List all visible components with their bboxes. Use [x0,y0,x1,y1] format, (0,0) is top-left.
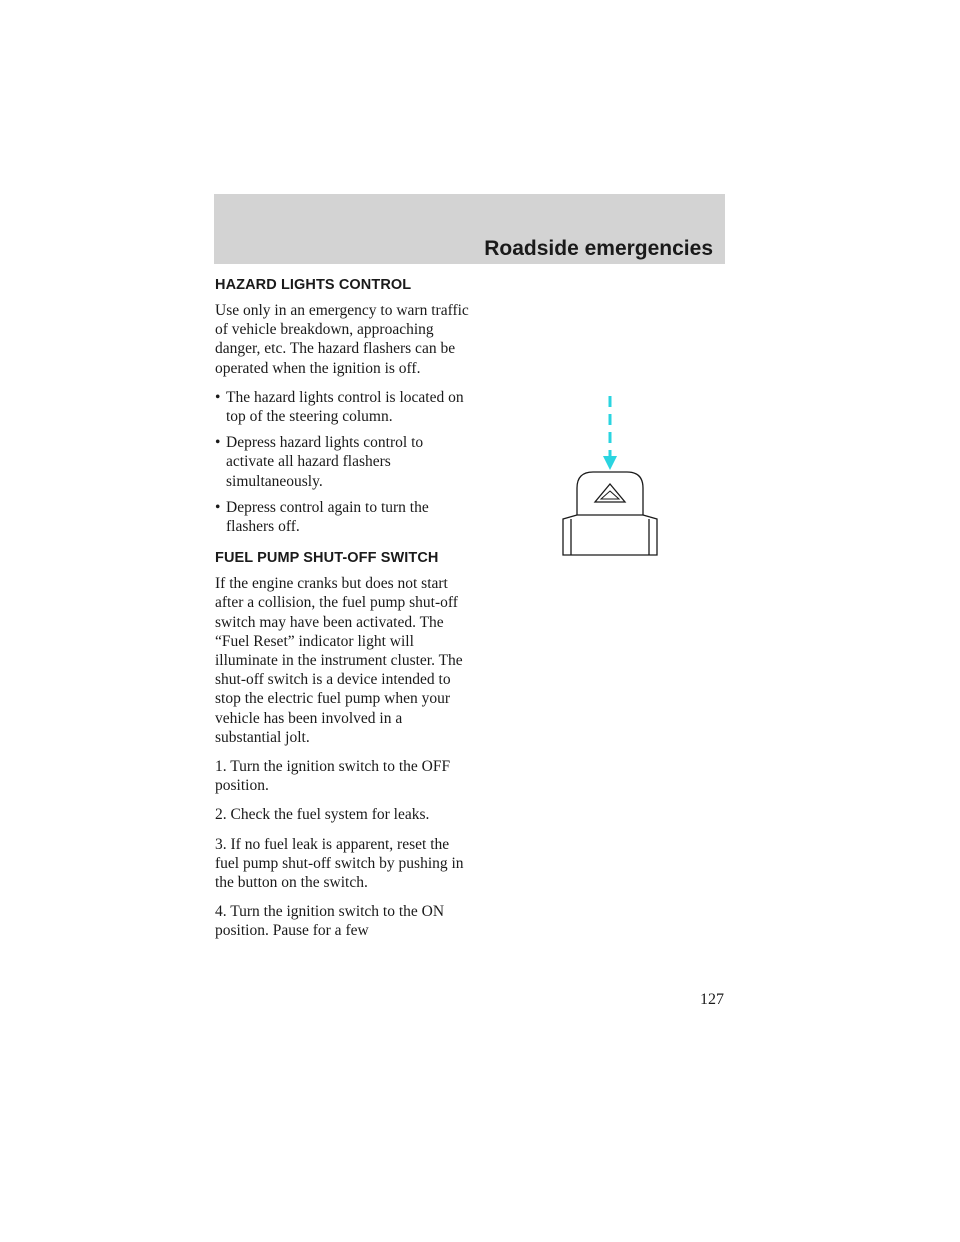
list-item: • The hazard lights control is located on top of the steering column. [215,388,470,426]
step-item: 2. Check the fuel system for leaks. [215,806,430,824]
section-header-band [214,194,725,264]
list-item: • Depress hazard lights control to activate all hazard flashers simultaneously. [215,433,470,491]
fuel-pump-intro: If the engine cranks but does not start after a collision, the fuel pump shut-off switch may have been activated. The “Fuel Reset” indicator light will illuminate in the instrument cluster. The shut-off switch is a device intended to stop the electric fuel pump when your vehicle has been involved in a substantial jolt. [215,575,463,746]
hazard-intro: Use only in an emergency to warn traffic of vehicle breakdown, approaching danger, etc. The hazard flashers can be operated when the ignition is off. [215,302,469,377]
hazard-heading: HAZARD LIGHTS CONTROL [215,277,412,293]
page-content [215,277,470,951]
arrow-down-icon [603,396,617,470]
hazard-bullet-list [215,388,470,536]
section-title: Roadside emergencies [484,237,713,260]
page-number: 127 [700,991,724,1008]
hazard-switch-illustration [555,392,665,560]
hazard-triangle-icon [595,484,625,502]
step-item: 4. Turn the ignition switch to the ON position. Pause for a few [215,903,445,940]
list-item: • Depress control again to turn the flashers off. [215,498,470,536]
fuel-pump-heading: FUEL PUMP SHUT-OFF SWITCH [215,550,439,567]
step-item: 1. Turn the ignition switch to the OFF position. [215,758,451,795]
step-item: 3. If no fuel leak is apparent, reset the fuel pump shut-off switch by pushing in the button on the switch. [215,835,464,892]
